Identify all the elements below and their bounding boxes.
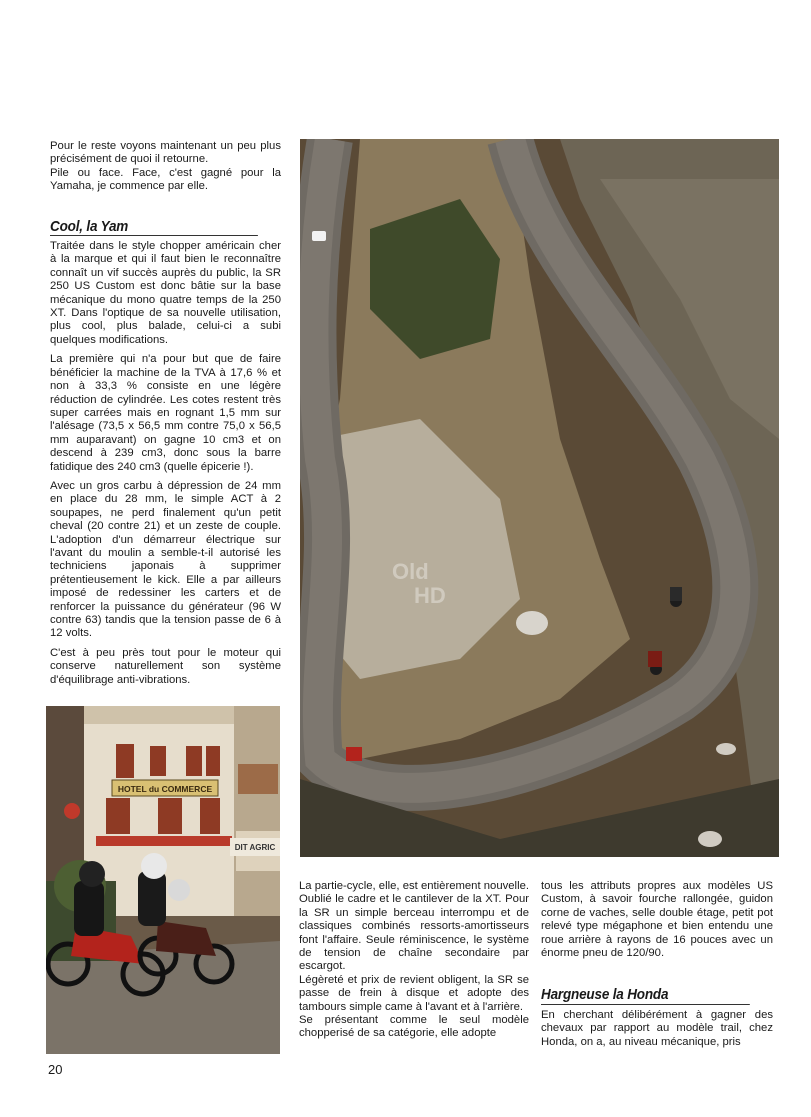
shop-sign-text: DIT AGRIC [234, 843, 276, 852]
yamaha-heading: Cool, la Yam [50, 220, 258, 236]
watermark [392, 560, 472, 630]
motorcycle-1 [670, 587, 682, 607]
right-paragraph-1: tous les attributs propres aux modèles US Custom, à savoir fourche rallongée, guidon corne de vaches, selle double étage, petit pot relevé type mégaphone et bien entendu une roue arrière à rayons de 16 pouces avec un énorme pneu de 120/90. [541, 880, 773, 960]
mountain-road-illustration [300, 139, 779, 857]
yamaha-paragraph-3: Avec un gros carbu à dépression de 24 mm en place du 28 mm, le simple ACT à 2 soupapes, ne perd finalement qu'un petit cheval (20 contre 21) et un zeste de couple. L'adoption d'un démarreur électrique sur l'avant du moulin a semble-t-il autorisé les techniciens japonais à supprimer prétentieusement le kick. Elle a par ailleurs imposé de redessiner les carters et de renforcer la puissance du générateur (96 W contre 63) tandis que la tension passe de 6 à 12 volts. [50, 479, 281, 640]
right-column [541, 880, 773, 1055]
middle-paragraph-3: Se présentant comme le seul modèle chopperisé de sa catégorie, elle adopte [299, 1014, 529, 1040]
watermark-line-1: Old [392, 559, 429, 584]
middle-column [299, 880, 529, 1041]
yamaha-paragraph-1: Traitée dans le style chopper américain cher à la marque et qui il faut bien le reconnaître connaît un vif succès auprès du public, la SR 250 US Custom est donc bâtie sur la base mécanique du mono quatre temps de la 250 XT. Dans l'optique de sa nouvelle utilisation, plus cool, plus balade, celui-ci a subi quelques modifications. [50, 240, 281, 346]
hotel-photo [46, 706, 280, 1054]
left-column [50, 140, 281, 693]
page-number: 20 [48, 1062, 63, 1077]
watermark-line-2: HD [414, 583, 446, 608]
hotel-photo-illustration [46, 706, 280, 1054]
intro-paragraph-2: Pile ou face. Face, c'est gagné pour la Yamaha, je commence par elle. [50, 166, 281, 193]
middle-paragraph-2: Légèreté et prix de revient obligent, la SR se passe de frein à disque et adopte des tambours simple came à l'avant et à l'arrière. [299, 973, 529, 1013]
hotel-sign-text: HOTEL du COMMERCE [117, 784, 213, 794]
mountain-road-photo [300, 139, 779, 857]
motorcycle-3 [346, 747, 362, 761]
intro-paragraph-1: Pour le reste voyons maintenant un peu plus précisément de quoi il retourne. [50, 140, 281, 166]
middle-paragraph-1: La partie-cycle, elle, est entièrement nouvelle. Oublié le cadre et le cantilever de la XT. Pour la SR un simple berceau interrompu et de classiques combinés ressorts-amortisseurs font l'affaire. Seule réminiscence, le système de tension de chaîne secondaire par escargot. [299, 880, 529, 973]
yamaha-paragraph-2: La première qui n'a pour but que de faire bénéficier la machine de la TVA à 17,6 % et non à 33,3 % consiste en une légère réduction de cylindrée. Les cotes restent très super carrées mais en rognant 1,5 mm sur l'alésage (73,5 x 56,5 mm contre 75,0 x 56,5 mm auparavant) on gagne 10 cm3 et on descend à 239 cm3, donc sous la barre fatidique des 240 cm3 (quelle épicerie !). [50, 353, 281, 473]
honda-heading: Hargneuse la Honda [541, 988, 750, 1004]
honda-paragraph-1: En cherchant délibérément à gagner des chevaux par rapport au modèle trail, chez Honda, on a, au niveau mécanique, pris [541, 1008, 773, 1048]
yamaha-paragraph-4: C'est à peu près tout pour le moteur qui conserve naturellement son système d'équilibrage anti-vibrations. [50, 646, 281, 686]
